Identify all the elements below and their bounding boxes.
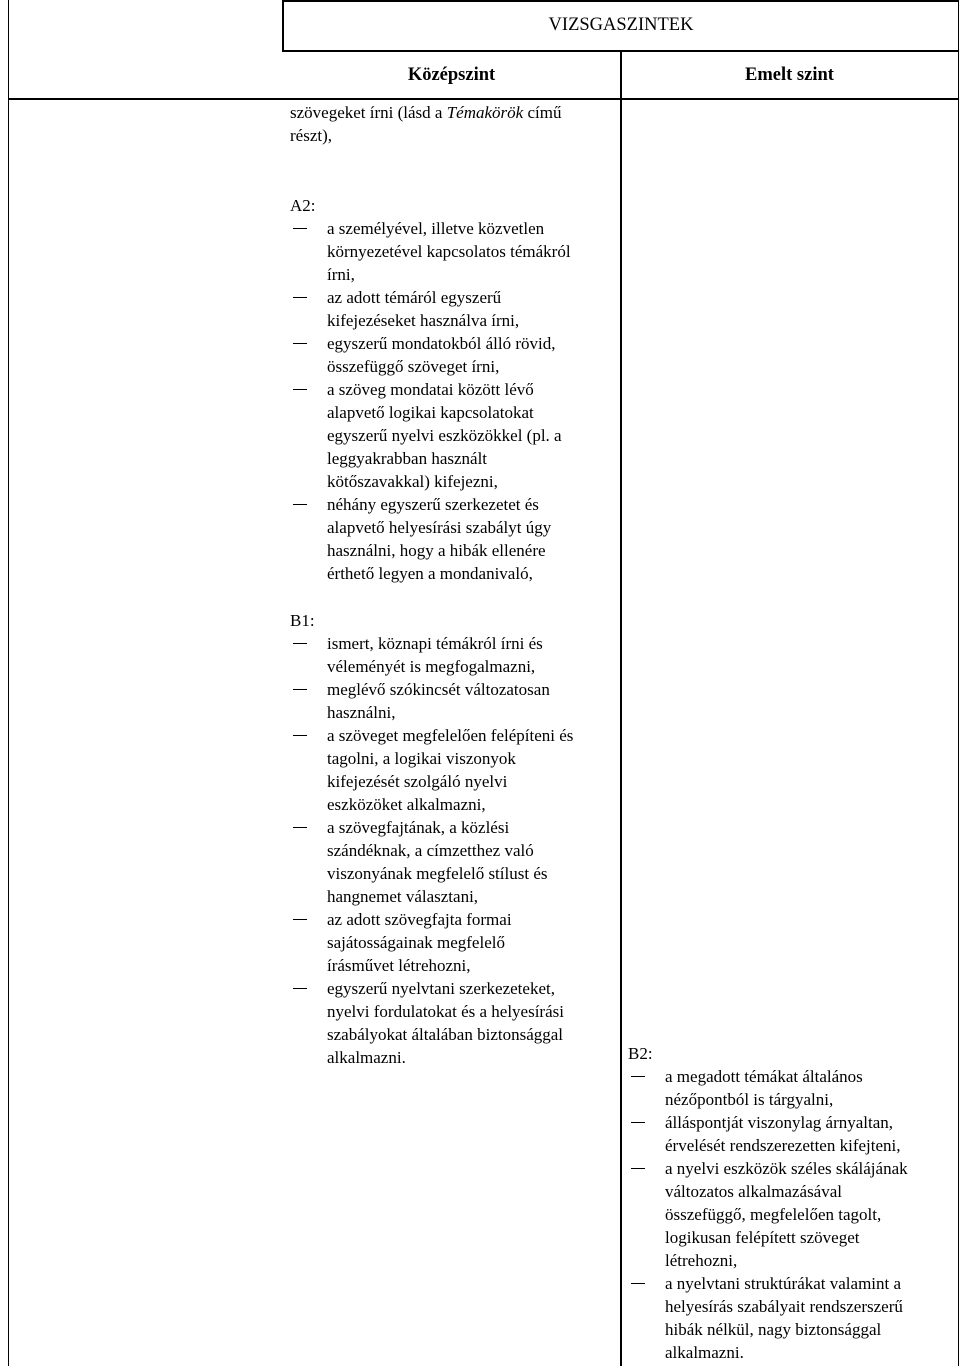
list-item <box>290 217 620 286</box>
list-item-line: egyszerű nyelvtani szerkezeteket, <box>327 979 555 998</box>
list-item-line: érthető legyen a mondanivaló, <box>327 564 533 583</box>
list-item-line: a megadott témákat általános <box>665 1067 863 1086</box>
list-item <box>290 378 620 493</box>
list-item-line: helyesírás szabályait rendszerszerű <box>665 1297 903 1316</box>
list-item <box>628 1111 956 1157</box>
list-item-line: a szövegfajtának, a közlési <box>327 818 510 837</box>
list-item <box>290 816 620 908</box>
list-item-line: meglévő szókincsét változatosan <box>327 680 550 699</box>
list-item-line: néhány egyszerű szerkezetet és <box>327 495 539 514</box>
list-item-line: álláspontját viszonylag árnyaltan, <box>665 1113 894 1132</box>
list-item <box>290 724 620 816</box>
intro-line-1: szövegeket írni (lásd a Témakörök című <box>290 103 562 122</box>
list-item-line: viszonyának megfelelő stílust és <box>327 864 548 883</box>
dash-bullet-icon <box>293 919 307 920</box>
list-item-line: érvelését rendszerezetten kifejteni, <box>665 1136 901 1155</box>
list-item-line: a szöveget megfelelően felépíteni és <box>327 726 574 745</box>
list-item <box>290 332 620 378</box>
section-label-a2: A2: <box>290 196 316 215</box>
list-item-line: nyelvi fordulatokat és a helyesírási <box>327 1002 564 1021</box>
list-item-line: az adott szövegfajta formai <box>327 910 512 929</box>
header-bottom-border <box>8 98 959 100</box>
list-item-line: egyszerű mondatokból álló rövid, <box>327 334 556 353</box>
intro-italic: Témakörök <box>446 103 524 122</box>
dash-bullet-icon <box>631 1122 645 1123</box>
list-item-line: kötőszavakkal) kifejezni, <box>327 472 498 491</box>
list-item-line: a nyelvi eszközök széles skálájának <box>665 1159 908 1178</box>
list-item <box>290 286 620 332</box>
list-item-line: eszközöket alkalmazni, <box>327 795 486 814</box>
dash-bullet-icon <box>293 988 307 989</box>
list-item <box>290 908 620 977</box>
list-item <box>628 1272 956 1364</box>
list-item-line: a személyével, illetve közvetlen <box>327 219 545 238</box>
list-item-line: használni, <box>327 703 396 722</box>
dash-bullet-icon <box>631 1283 645 1284</box>
dash-bullet-icon <box>293 735 307 736</box>
column-header-kozepszint: Középszint <box>407 65 496 85</box>
list-item-line: tagolni, a logikai viszonyok <box>327 749 516 768</box>
list-item-line: ismert, köznapi témákról írni és <box>327 634 543 653</box>
list-item <box>628 1157 956 1272</box>
list-item-line: változatos alkalmazásával <box>665 1182 842 1201</box>
list-item-line: környezetével kapcsolatos témákról <box>327 242 571 261</box>
column-header-emelt-szint: Emelt szint <box>745 65 834 85</box>
intro-line-2: részt), <box>290 126 333 145</box>
column-divider <box>620 50 622 1366</box>
list-item-line: írni, <box>327 265 355 284</box>
list-item-line: írásművet létrehozni, <box>327 956 471 975</box>
dash-bullet-icon <box>293 643 307 644</box>
list-item-line: logikusan felépített szöveget <box>665 1228 860 1247</box>
dash-bullet-icon <box>293 827 307 828</box>
list-item <box>290 493 620 585</box>
list-item-line: a nyelvtani struktúrákat valamint a <box>665 1274 902 1293</box>
dash-bullet-icon <box>293 297 307 298</box>
list-item-line: alkalmazni. <box>327 1048 406 1067</box>
list-item-line: összefüggő szöveget írni, <box>327 357 500 376</box>
list-item-line: létrehozni, <box>665 1251 738 1270</box>
list-item-line: az adott témáról egyszerű <box>327 288 502 307</box>
list-item-line: szabályokat általában biztonsággal <box>327 1025 564 1044</box>
list-item-line: alapvető logikai kapcsolatokat <box>327 403 534 422</box>
dash-bullet-icon <box>293 389 307 390</box>
list-item-line: kifejezését szolgáló nyelvi <box>327 772 508 791</box>
list-item <box>628 1065 956 1111</box>
dash-bullet-icon <box>631 1168 645 1169</box>
list-item-line: a szöveg mondatai között lévő <box>327 380 534 399</box>
dash-bullet-icon <box>293 343 307 344</box>
list-item-line: sajátosságainak megfelelő <box>327 933 505 952</box>
list-item-line: használni, hogy a hibák ellenére <box>327 541 546 560</box>
emelt-szint-column <box>628 1042 956 1364</box>
list-item-line: hibák nélkül, nagy biztonsággal <box>665 1320 882 1339</box>
list-item-line: hangnemet választani, <box>327 887 479 906</box>
list-item-line: véleményét is megfogalmazni, <box>327 657 536 676</box>
dash-bullet-icon <box>631 1076 645 1077</box>
section-label-b1: B1: <box>290 611 315 630</box>
list-item-line: alapvető helyesírási szabályt úgy <box>327 518 552 537</box>
list-item-line: egyszerű nyelvi eszközökkel (pl. a <box>327 426 562 445</box>
list-item-line: összefüggő, megfelelően tagolt, <box>665 1205 882 1224</box>
list-item <box>290 632 620 678</box>
table-title: VIZSGASZINTEK <box>548 15 694 35</box>
dash-bullet-icon <box>293 689 307 690</box>
list-item-line: szándéknak, a címzetthez való <box>327 841 534 860</box>
list-item-line: nézőpontból is tárgyalni, <box>665 1090 834 1109</box>
header-top-border <box>282 0 959 2</box>
kozepszint-column <box>290 101 620 1069</box>
list-item-line: alkalmazni. <box>665 1343 744 1362</box>
section-label-b2: B2: <box>628 1044 653 1063</box>
list-item-line: kifejezéseket használva írni, <box>327 311 520 330</box>
list-item <box>290 678 620 724</box>
dash-bullet-icon <box>293 504 307 505</box>
list-item <box>290 977 620 1069</box>
list-item-line: leggyakrabban használt <box>327 449 488 468</box>
dash-bullet-icon <box>293 228 307 229</box>
